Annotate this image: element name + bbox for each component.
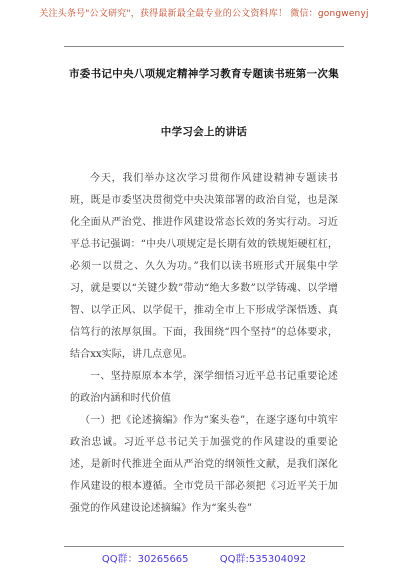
footer xyxy=(0,550,408,565)
footer-qq-group-1: QQ群：30265665 xyxy=(101,554,189,565)
header-banner: 关注头条号"公文研究"，获得最新最全最专业的公文资料库！ 微信：gongwenyj xyxy=(39,9,369,19)
footer-qq-group-2: QQ群:535304092 xyxy=(219,554,307,565)
intro-paragraph: 今天，我们举办这次学习贯彻作风建设精神专题读书班，既是市委坚决贯彻党中央决策部署的政治自觉，也是深化全面从严治党、推进作风建设常态长效的务实行动。习近平总书记强调：“中央八项规定是长期有效的铁规矩硬杠杠，必须一以贯之、久久为功。”我们以读书班形式开展集中学习，就是要以“关键少数”带动“绝大多数”以学铸魂、以学增智、以学正风、以学促干，推动全市上下形成学深悟透、真信笃行的浓厚氛围。下面，我围绕“四个坚持”的总体要求，结合xx实际，讲几点意见。 xyxy=(70,173,338,360)
document-title-line-1: 市委书记中央八项规定精神学习教育专题读书班第一次集 xyxy=(69,68,339,80)
document-title-line-2: 中学习会上的讲话 xyxy=(160,126,248,138)
document-body xyxy=(70,168,338,520)
subsection-paragraph: （一）把《论述摘编》作为“案头卷”，在逐字逐句中筑牢政治忠诚。习近平总书记关于加强党的作风建设的重要论述，是新时代推进全面从严治党的纲领性文献，是我们深化作风建设的根本遵循。全市党员干部必须把《习近平关于加强党的作风建设论述摘编》作为“案头卷” xyxy=(70,415,338,514)
header-divider xyxy=(64,46,344,47)
section-heading: 一、坚持原原本本学，深学细悟习近平总书记重要论述的政治内涵和时代价值 xyxy=(70,371,338,404)
footer-divider xyxy=(64,546,344,547)
